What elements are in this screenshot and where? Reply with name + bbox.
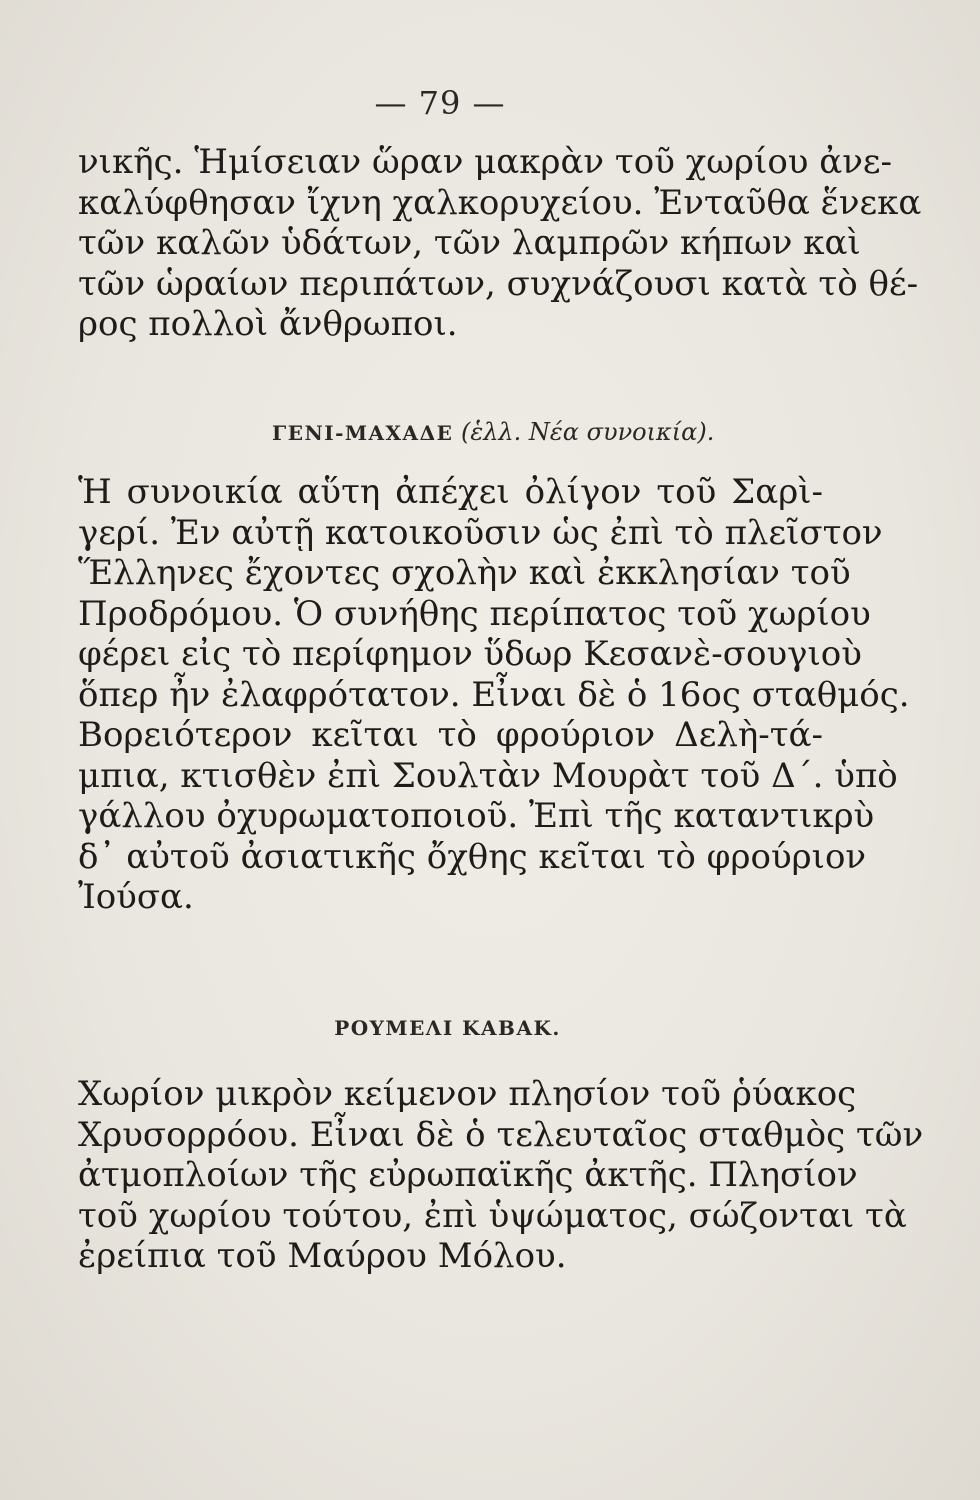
paragraph-2: [78, 472, 910, 918]
text-line: Προδρόμου. Ὁ συνήθης περίπατος τοῦ χωρίου: [78, 593, 871, 634]
text-line: Χωρίον μικρὸν κείμενον πλησίον τοῦ ῥύακος: [78, 1074, 857, 1114]
text-line: ἀτμοπλοίων τῆς εὐρωπαϊκῆς ἀκτῆς. Πλησίον: [78, 1155, 858, 1195]
text-line: ρος πολλοὶ ἄνθρωποι.: [78, 304, 458, 344]
heading-translation: (ἑλλ. Νέα συνοικία).: [453, 418, 715, 446]
text-line: Ἰούσα.: [78, 877, 194, 917]
text-line: γάλλου ὀχυρωματοποιοῦ. Ἐπὶ τῆς καταντικρὺ: [78, 796, 875, 836]
text-line: ἐρείπια τοῦ Μαύρου Μόλου.: [78, 1236, 567, 1276]
text-line: τῶν καλῶν ὑδάτων, τῶν λαμπρῶν κήπων καὶ: [78, 223, 861, 263]
text-line: Χρυσορρόου. Εἶναι δὲ ὁ τελευταῖος σταθμὸς τῶν: [78, 1114, 924, 1155]
text-line: νικῆς. Ἡμίσειαν ὥραν μακρὰν τοῦ χωρίου ἀνε-: [78, 142, 892, 182]
text-line: τοῦ χωρίου τούτου, ἐπὶ ὑψώματος, σώζονται τὰ: [78, 1195, 907, 1236]
text-line: Ἡ συνοικία αὕτη ἀπέχει ὀλίγον τοῦ Σαρὶ-: [78, 472, 823, 512]
text-line: Ἕλληνες ἔχοντες σχολὴν καὶ ἐκκλησίαν τοῦ: [78, 553, 851, 593]
text-line: Βορειότερον κεῖται τὸ φρούριον Δελὴ-τά-: [78, 715, 823, 755]
text-line: φέρει εἰς τὸ περίφημον ὕδωρ Κεσανὲ-σουγιοὺ: [78, 634, 862, 674]
section-heading-roumeli-kavak: [0, 1016, 895, 1040]
text-line: τῶν ὡραίων περιπάτων, συχνάζουσι κατὰ τὸ θέ-: [78, 263, 919, 304]
paragraph-3: [78, 1074, 924, 1277]
text-line: ὅπερ ἦν ἐλαφρότατον. Εἶναι δὲ ὁ 16ος σταθμός.: [78, 674, 910, 715]
section-heading-geni-mahalle: [272, 418, 714, 446]
text-line: καλύφθησαν ἴχνη χαλκορυχείου. Ἐνταῦθα ἕνεκα: [78, 182, 922, 223]
text-line: μπια, κτισθὲν ἐπὶ Σουλτὰν Μουρὰτ τοῦ Δ΄. ὑπὸ: [78, 755, 898, 796]
heading-caps: ΡΟΥΜΕΛΙ ΚΑΒΑΚ.: [334, 1016, 561, 1040]
page-number: — 79 —: [374, 84, 506, 122]
paragraph-1: [78, 142, 922, 345]
text-line: δ᾽ αὐτοῦ ἀσιατικῆς ὄχθης κεῖται τὸ φρούριον: [78, 836, 867, 877]
heading-caps: ΓΕΝΙ-ΜΑΧΑΔΕ: [272, 421, 454, 445]
text-line: γερί. Ἐν αὐτῇ κατοικοῦσιν ὡς ἐπὶ τὸ πλεῖστον: [78, 512, 883, 553]
